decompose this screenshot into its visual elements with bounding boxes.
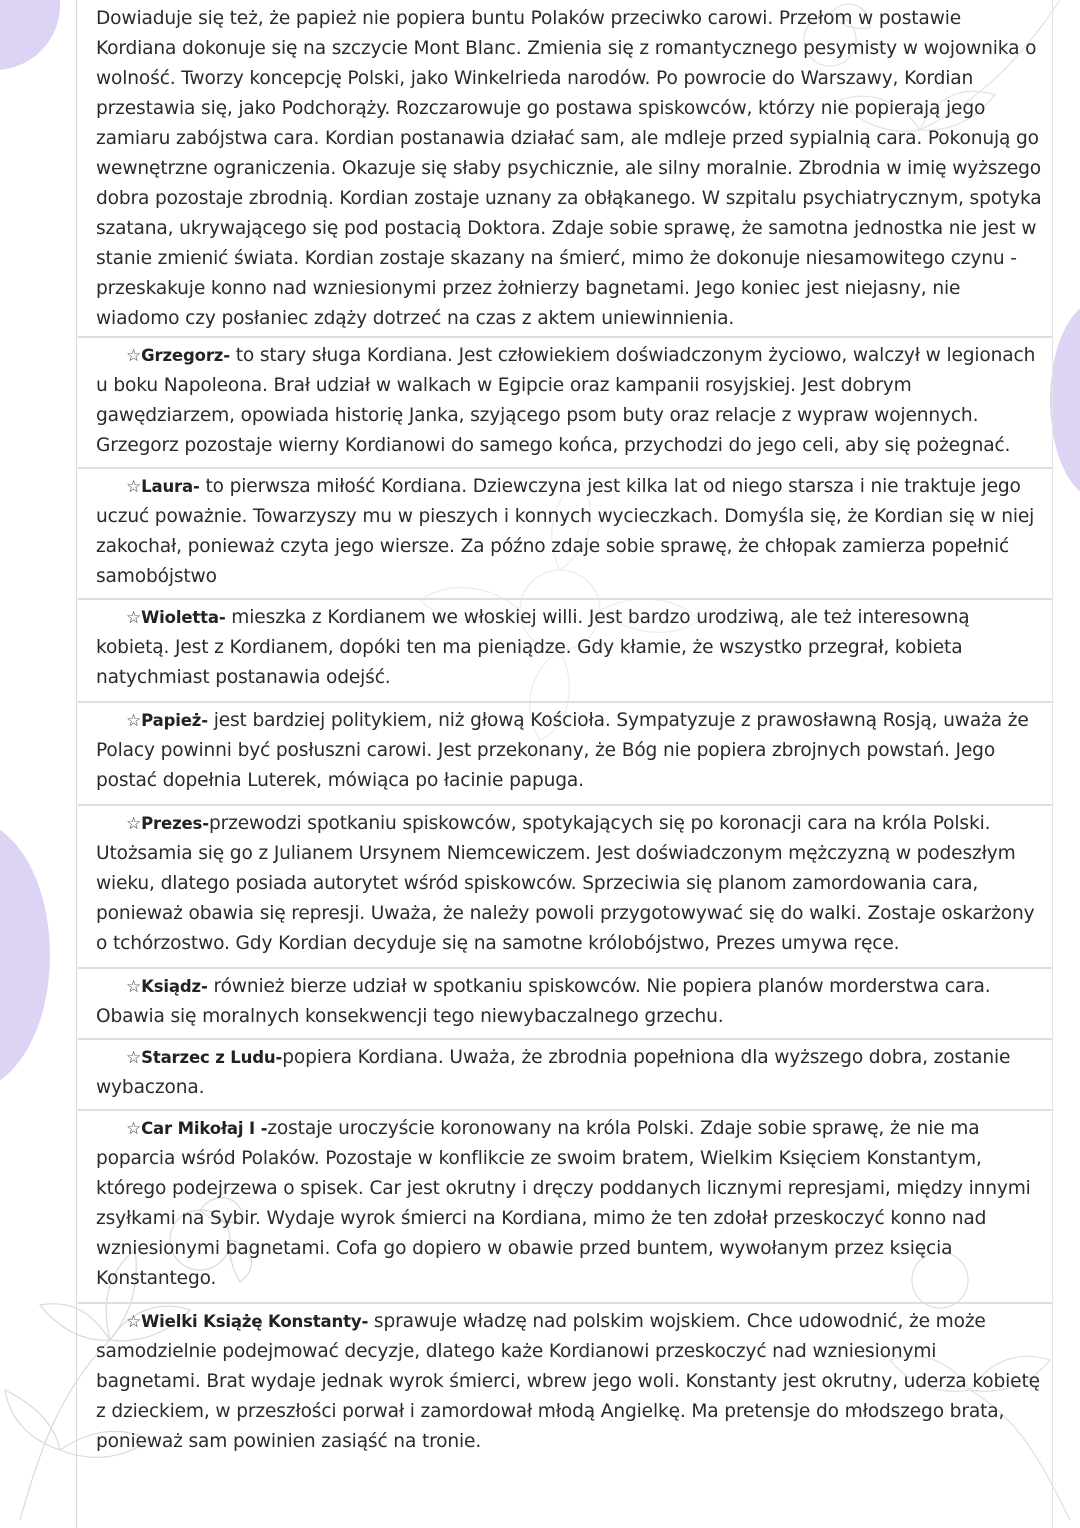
character-description: również bierze udział w spotkaniu spiskowców. Nie popiera planów morderstwa cara. Obawia się moralnych konsekwencji tego niewybaczalnego grzechu. <box>96 976 991 1027</box>
decorative-circle-left <box>0 820 50 1090</box>
character-name: Prezes- <box>141 814 209 833</box>
character-entry-car-mikolaj <box>78 1111 1052 1304</box>
page-rule-right <box>1052 0 1053 1528</box>
character-name: Car Mikołaj I - <box>141 1119 268 1138</box>
star-icon: ☆ <box>126 346 142 366</box>
character-description: popiera Kordiana. Uważa, że zbrodnia popełniona dla wyższego dobra, zostanie wybaczona. <box>96 1047 1011 1098</box>
character-entry-ksiadz <box>78 969 1052 1040</box>
star-icon: ☆ <box>126 1119 142 1139</box>
star-icon: ☆ <box>126 1312 142 1332</box>
intro-paragraph <box>78 2 1052 338</box>
character-entry-wioletta <box>78 600 1052 703</box>
character-entry-prezes <box>78 806 1052 969</box>
star-icon: ☆ <box>126 814 142 834</box>
star-icon: ☆ <box>126 977 142 997</box>
character-name: Starzec z Ludu- <box>141 1048 283 1067</box>
character-entry-konstanty <box>78 1304 1052 1464</box>
character-description: jest bardziej politykiem, niż głową Kościoła. Sympatyzuje z prawosławną Rosją, uważa że Polacy powinni być posłuszni carowi. Jest przekonany, że Bóg nie popiera zbrojnych powstań. Jego postać dopełnia Luterek, mówiąca po łacinie papuga. <box>96 710 1029 791</box>
star-icon: ☆ <box>126 477 142 497</box>
page-rule-left <box>76 0 77 1528</box>
character-name: Ksiądz- <box>141 977 208 996</box>
character-description: sprawuje władzę nad polskim wojskiem. Chce udowodnić, że może samodzielnie podejmować decyzje, dlatego każe Kordianowi przeskoczyć nad wzniesionymi bagnetami. Brat wydaje jednak wyrok śmierci, wbrew jego woli. Konstanty jest okrutny, uderza kobietę z dzieckiem, w przeszłości porwał i zamordował młodą Angielkę. Ma pretensje do młodszego brata, ponieważ sam powinien zasiąść na tronie. <box>96 1311 1040 1452</box>
notes-content <box>78 2 1052 1464</box>
character-entry-papiez <box>78 703 1052 806</box>
character-entry-starzec <box>78 1040 1052 1111</box>
character-name: Papież- <box>141 711 208 730</box>
star-icon: ☆ <box>126 608 142 628</box>
decorative-circle-right <box>1050 300 1080 500</box>
character-description: przewodzi spotkaniu spiskowców, spotykających się po koronacji cara na króla Polski. Utożsamia się go z Julianem Ursynem Niemcewiczem. Jest doświadczonym mężczyzną w podeszłym wieku, dlatego posiada autorytet wśród spiskowców. Sprzeciwia się planom zamordowania cara, ponieważ obawia się represji. Uważa, że należy powoli przygotowywać się do walki. Zostaje oskarżony o tchórzostwo. Gdy Kordian decyduje się na samotne królobójstwo, Prezes umywa ręce. <box>96 813 1035 954</box>
character-entry-grzegorz <box>78 338 1052 469</box>
character-name: Laura- <box>141 477 200 496</box>
star-icon: ☆ <box>126 1048 142 1068</box>
character-description: to stary sługa Kordiana. Jest człowiekiem doświadczonym życiowo, walczył w legionach u boku Napoleona. Brał udział w walkach w Egipcie oraz kampanii rosyjskiej. Jest dobrym gawędziarzem, opowiada historię Janka, szyjącego psom buty oraz relacje z wypraw wojennych. Grzegorz pozostaje wierny Kordianowi do samego końca, przychodzi do jego celi, aby się pożegnać. <box>96 345 1036 456</box>
character-name: Grzegorz- <box>141 346 230 365</box>
character-name: Wielki Książę Konstanty- <box>141 1312 369 1331</box>
star-icon: ☆ <box>126 711 142 731</box>
character-description: to pierwsza miłość Kordiana. Dziewczyna jest kilka lat od niego starsza i nie traktuje jego uczuć poważnie. Towarzyszy mu w pieszych i konnych wycieczkach. Domyśla się, że Kordian się w niej zakochał, ponieważ czyta jego wiersze. Za późno zdaje sobie sprawę, że chłopak zamierza popełnić samobójstwo <box>96 476 1035 587</box>
character-entry-laura <box>78 469 1052 600</box>
intro-text: Dowiaduje się też, że papież nie popiera buntu Polaków przeciwko carowi. Przełom w postawie Kordiana dokonuje się na szczycie Mont Blanc. Zmienia się z romantycznego pesymisty w wojownika o wolność. Tworzy koncepcję Polski, jako Winkelrieda narodów. Po powrocie do Warszawy, Kordian przestawia się, jako Podchorąży. Rozczarowuje go postawa spiskowców, którzy nie popierają jego zamiaru zabójstwa cara. Kordian postanawia działać sam, ale mdleje przed sypialnią cara. Pokonują go wewnętrzne ograniczenia. Okazuje się słaby psychicznie, ale silny moralnie. Zbrodnia w imię wyższego dobra pozostaje zbrodnią. Kordian zostaje uznany za obłąkanego. W szpitalu psychiatrycznym, spotyka szatana, ukrywającego się pod postacią Doktora. Zdaje sobie sprawę, że samotna jednostka nie jest w stanie zmienić świata. Kordian zostaje skazany na śmierć, mimo że dokonuje niesamowitego czynu - przeskakuje konno nad wzniesionymi przez żołnierzy bagnetami. Jego koniec jest niejasny, nie wiadomo czy posłaniec zdąży dotrzeć na czas z aktem uniewinnienia. <box>96 8 1042 329</box>
character-name: Wioletta- <box>141 608 226 627</box>
character-description: mieszka z Kordianem we włoskiej willi. Jest bardzo urodziwą, ale też interesowną kobietą. Jest z Kordianem, dopóki ten ma pieniądze. Gdy kłamie, że wszystko przegrał, kobieta natychmiast postanawia odejść. <box>96 607 970 688</box>
character-description: zostaje uroczyście koronowany na króla Polski. Zdaje sobie sprawę, że nie ma poparcia wśród Polaków. Pozostaje w konflikcie ze swoim bratem, Wielkim Księciem Konstantym, którego podejrzewa o spisek. Car jest okrutny i dręczy poddanych licznymi represjami, między innymi zsyłkami na Sybir. Wydaje wyrok śmierci na Kordiana, mimo że ten zdołał przeskoczyć konno nad wzniesionymi bagnetami. Cofa go dopiero w obawie przed buntem, wywołanym przez księcia Konstantego. <box>96 1118 1031 1289</box>
decorative-circle-top-left <box>0 0 60 70</box>
